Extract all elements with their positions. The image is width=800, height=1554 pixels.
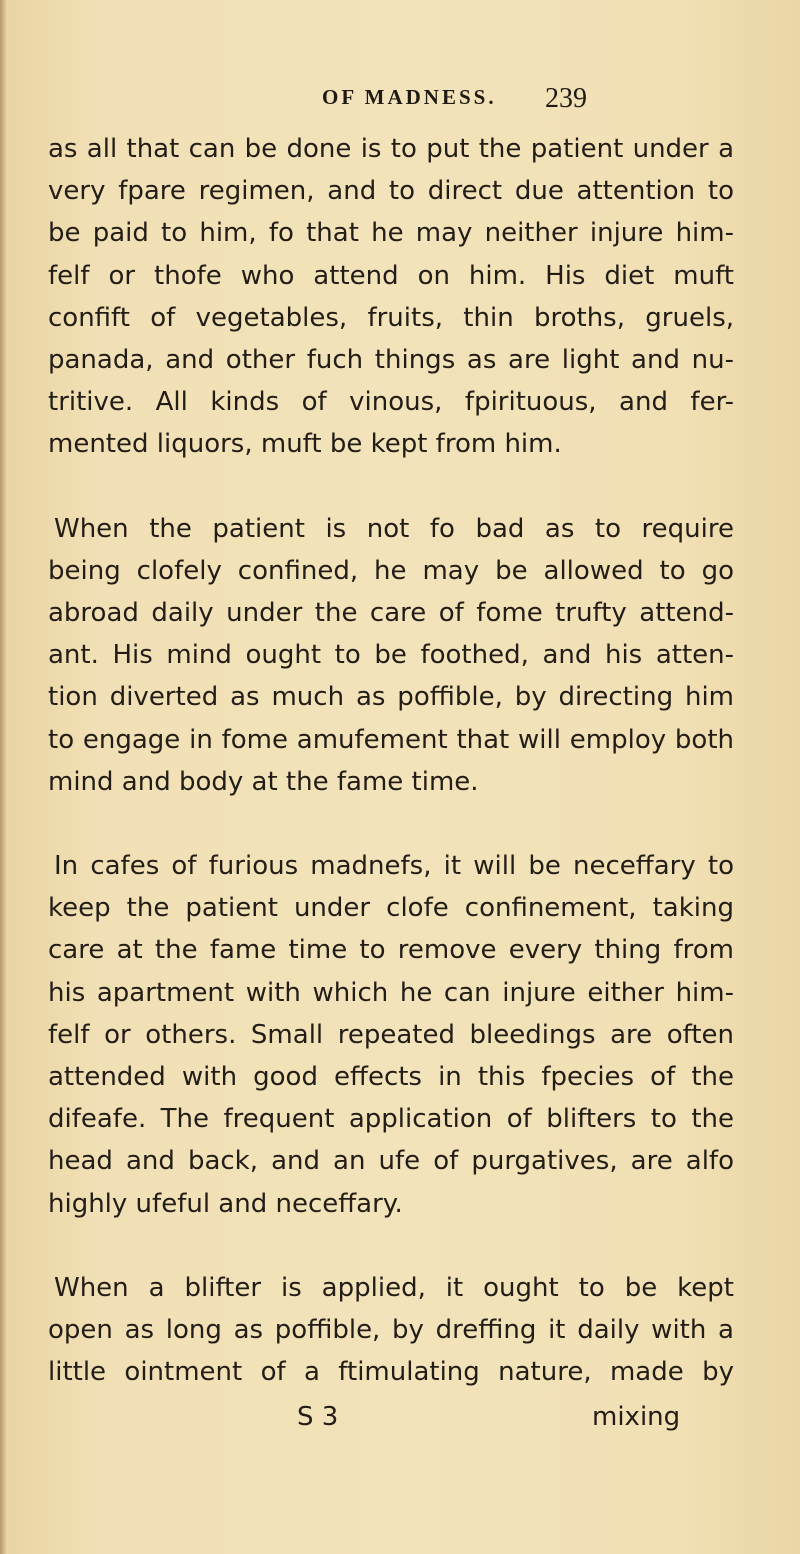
text-line: tion diverted as much as poffible, by directing him (48, 682, 734, 713)
text-line: highly ufeful and neceffary. (48, 1188, 403, 1219)
paragraph-4 (48, 1267, 734, 1394)
text-line: head and back, and an ufe of purgatives, are alfo (48, 1146, 734, 1177)
text-line: very fpare regimen, and to direct due attention to (48, 176, 734, 207)
text-line: ant. His mind ought to be foothed, and his atten- (48, 640, 734, 671)
text-line: care at the fame time to remove every thing from (48, 935, 734, 966)
text-line: felf or thofe who attend on him. His diet muft (48, 260, 734, 291)
page-number: 239 (545, 83, 587, 114)
running-head: OF MADNESS. (322, 85, 497, 109)
text-line: be paid to him, fo that he may neither injure him- (48, 218, 734, 249)
paragraph-3 (48, 845, 734, 1225)
page-gutter-edge (0, 0, 6, 1554)
signature-mark: S 3 (297, 1402, 339, 1432)
text-line: In cafes of furious madnefs, it will be neceffary to (54, 851, 734, 882)
text-line: mented liquors, muft be kept from him. (48, 429, 562, 460)
catchword: mixing (592, 1402, 681, 1432)
text-line: as all that can be done is to put the patient under a (48, 134, 734, 164)
text-line: felf or others. Small repeated bleedings are often (48, 1019, 734, 1050)
page-footer (0, 1402, 800, 1442)
text-line: mind and body at the fame time. (48, 766, 479, 797)
text-line: little ointment of a ftimulating nature, made by (48, 1357, 734, 1388)
text-line: panada, and other fuch things as are light and nu- (48, 345, 734, 376)
text-line: to engage in fome amufement that will employ both (48, 724, 734, 755)
text-line: his apartment with which he can injure either him- (48, 977, 734, 1008)
text-line: tritive. All kinds of vinous, fpirituous, and fer- (48, 387, 734, 418)
text-line: being clofely confined, he may be allowed to go (48, 555, 734, 586)
paragraph-gap (48, 803, 734, 845)
paragraph-gap (48, 466, 734, 508)
text-line: open as long as poffible, by dreffing it daily with a (48, 1315, 734, 1346)
page-header (0, 0, 800, 140)
text-line: abroad daily under the care of fome trufty attend- (48, 598, 734, 629)
text-line: keep the patient under clofe confinement, taking (48, 893, 734, 924)
body-text (48, 128, 734, 1393)
paragraph-2 (48, 508, 734, 803)
paragraph-gap (48, 1225, 734, 1267)
paragraph-1 (48, 128, 734, 466)
text-line: confift of vegetables, fruits, thin broths, gruels, (48, 302, 734, 333)
text-line: difeafe. The frequent application of blifters to the (48, 1104, 734, 1135)
text-line: When the patient is not fo bad as to require (54, 513, 734, 544)
text-line: When a blifter is applied, it ought to be kept (54, 1272, 734, 1303)
text-line: attended with good effects in this fpecies of the (48, 1062, 734, 1093)
